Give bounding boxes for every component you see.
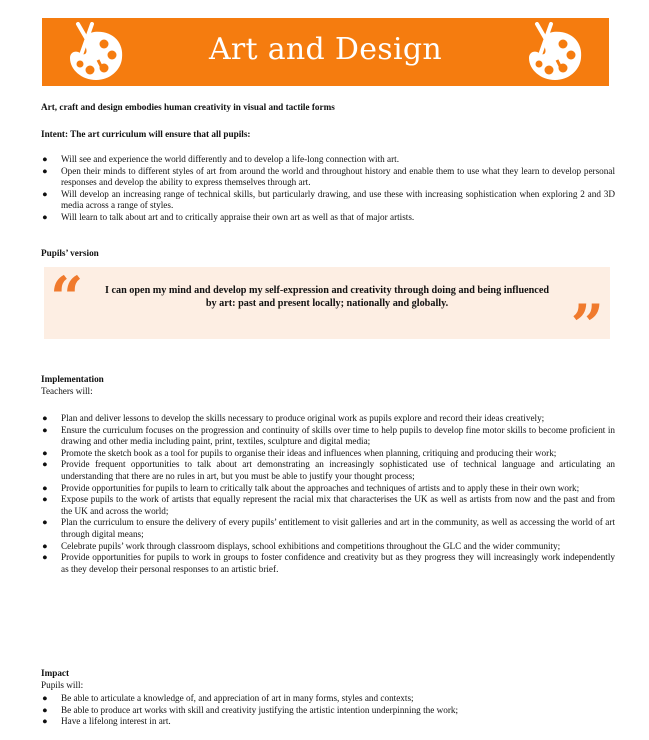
list-item: ● Plan and deliver lessons to develop the skills necessary to produce original work as pupils explore and record their ideas creatively;	[42, 413, 545, 423]
impact-list	[41, 693, 615, 728]
list-item: ● Be able to articulate a knowledge of, and appreciation of art in many forms, styles and contexts;	[42, 693, 414, 703]
list-item: ● Will learn to talk about art and to critically appraise their own art as well as that of major artists.	[42, 211, 415, 222]
list-item: ● Provide frequent opportunities to talk about art demonstrating an increasingly sophisticated use of technical language and articulating an understanding that there are no rules in art, but you must be able to justify your thought process;	[42, 459, 615, 481]
tagline: Art, craft and design embodies human creativity in visual and tactile forms	[41, 102, 335, 112]
list-item: ● Open their minds to different styles of art from around the world and throughout history and enable them to use what they learn to develop personal responses and develop the ability to express themselves through art.	[42, 165, 615, 188]
list-item: ● Will see and experience the world differently and to develop a life-long connection with art.	[42, 154, 399, 164]
open-quote-icon: “	[50, 264, 84, 332]
intent-heading: Intent: The art curriculum will ensure that all pupils:	[41, 129, 251, 139]
list-item: ● Plan the curriculum to ensure the delivery of every pupils’ entitlement to visit galleries and art in the community, as well as accessing the world of art through digital means;	[42, 517, 615, 539]
list-item: ● Have a lifelong interest in art.	[42, 716, 171, 727]
title-banner	[42, 18, 609, 86]
list-item: ● Celebrate pupils’ work through classroom displays, school exhibitions and competitions throughout the GLC and the wider community;	[42, 540, 561, 551]
list-item: ● Provide opportunities for pupils to work in groups to foster confidence and creativity but as they progress they will increasingly work independently as they develop their personal responses to an artistic brief.	[42, 552, 615, 574]
impact-heading: Impact	[41, 668, 70, 678]
implementation-subheading: Teachers will:	[41, 386, 93, 396]
list-item: ● Will develop an increasing range of technical skills, but particularly drawing, and use these with increasing sophistication when exploring 2 and 3D media across a range of styles.	[42, 188, 615, 211]
intent-list	[41, 154, 615, 224]
list-item: ● Provide opportunities for pupils to learn to critically talk about the approaches and techniques of artists and to apply these in their own work;	[42, 482, 580, 493]
list-item: ● Expose pupils to the work of artists that equally represent the racial mix that characterises the UK as well as artists from now and the past and from the UK and across the world;	[42, 494, 615, 516]
page-title: Art and Design	[208, 32, 443, 67]
implementation-list	[41, 413, 615, 575]
impact-subheading: Pupils will:	[41, 680, 84, 690]
close-quote-icon: ”	[570, 292, 604, 360]
list-item: ● Promote the sketch book as a tool for pupils to organise their ideas and influences when planning, critiquing and producing their work;	[42, 447, 557, 458]
list-item: ● Be able to produce art works with skill and creativity justifying the artistic intention underpinning the work;	[42, 704, 459, 715]
pupils-version-heading: Pupils’ version	[41, 248, 99, 258]
pupils-quote-box	[44, 264, 610, 360]
painter-palette-icon	[523, 22, 587, 84]
list-item: ● Ensure the curriculum focuses on the progression and continuity of skills over time to help pupils to develop fine motor skills to become proficient in drawing and other media including paint, print, textiles, sculpture and digital media;	[42, 424, 615, 447]
implementation-heading: Implementation	[41, 374, 104, 384]
pupils-quote: I can open my mind and develop my self-expression and creativity through doing and being influenced by art: past and present locally; nationally and globally.	[104, 285, 550, 309]
